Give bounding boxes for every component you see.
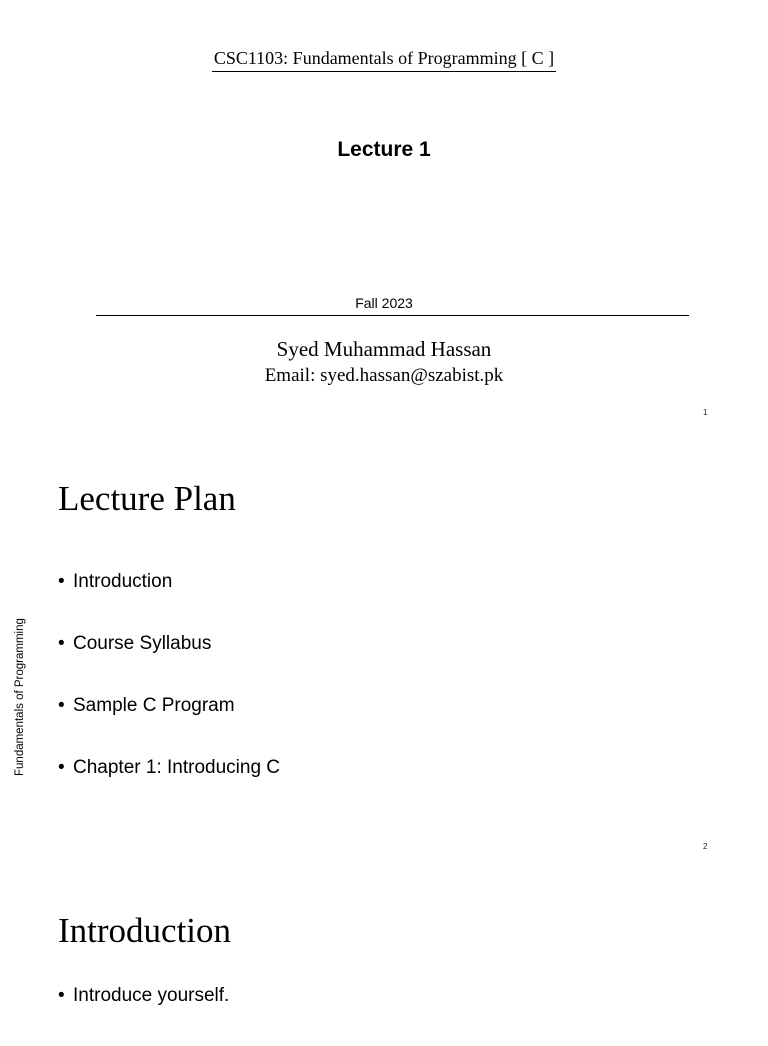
lecture-plan-slide <box>0 434 768 868</box>
page-number: 1 <box>703 408 708 417</box>
divider-line <box>96 315 689 316</box>
course-title: CSC1103: Fundamentals of Programming [ C ] <box>0 47 768 72</box>
bullet-dot-icon: • <box>58 633 65 654</box>
page-number: 2 <box>703 842 708 851</box>
title-slide <box>0 0 768 434</box>
bullet-dot-icon: • <box>58 571 65 592</box>
bullet-item: • Course Syllabus <box>58 633 212 654</box>
side-footer-label: Fundamentals of Programming <box>14 618 26 776</box>
bullet-dot-icon: • <box>58 757 65 778</box>
author-name: Syed Muhammad Hassan <box>276 337 492 361</box>
bullet-list <box>58 984 229 1046</box>
bullet-dot-icon: • <box>58 985 65 1006</box>
bullet-dot-icon: • <box>58 695 65 716</box>
slide-heading: Lecture Plan <box>58 479 236 518</box>
introduction-slide <box>0 868 768 1024</box>
bullet-list <box>58 570 280 818</box>
bullet-item: • Introduction <box>58 571 173 592</box>
lecture-heading: Lecture 1 <box>337 138 431 161</box>
term-label: Fall 2023 <box>355 295 413 311</box>
slide-heading: Introduction <box>58 911 232 950</box>
bullet-item: • Sample C Program <box>58 695 235 716</box>
author-email: Email: syed.hassan@szabist.pk <box>264 365 504 386</box>
bullet-item: • Chapter 1: Introducing C <box>58 757 281 778</box>
bullet-item: • Introduce yourself. <box>58 985 230 1006</box>
